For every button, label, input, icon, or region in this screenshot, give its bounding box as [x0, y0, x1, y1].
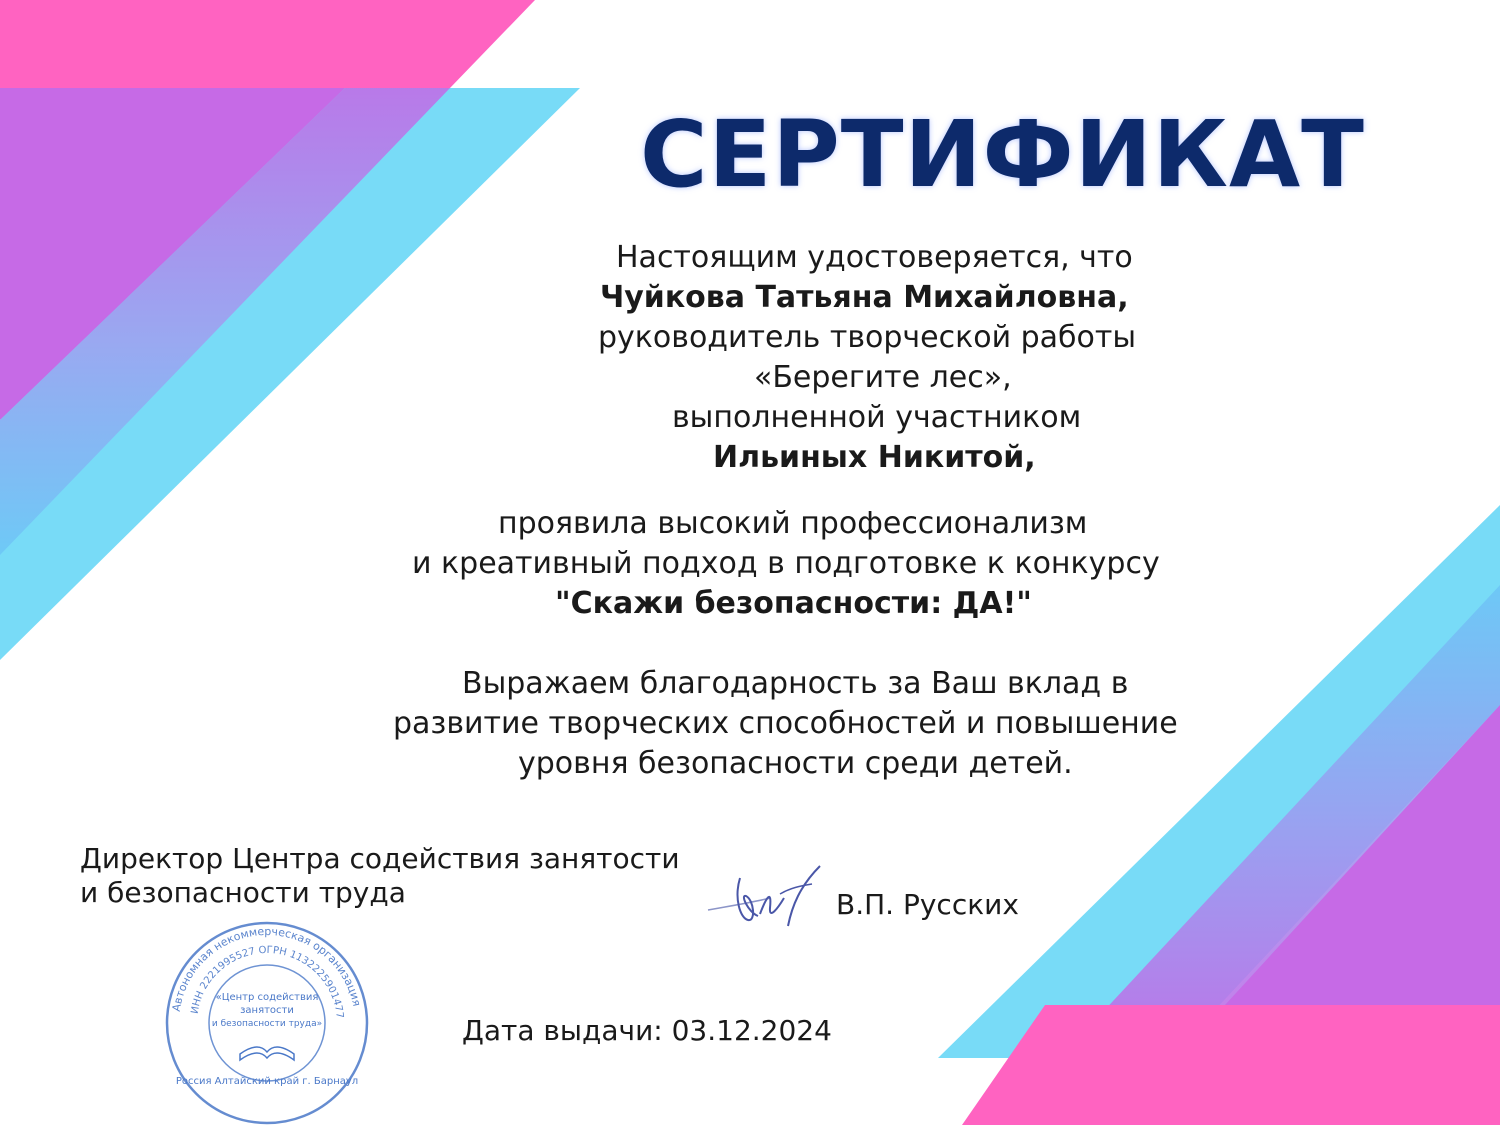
achievement-text: проявила высокий профессионализм	[498, 506, 1088, 541]
intro-text: Настоящим удостоверяется, что	[616, 240, 1133, 275]
svg-text:Автономная некоммерческая орга: Автономная некоммерческая организация	[169, 924, 364, 1013]
participant-name: Ильиных Никитой,	[713, 440, 1036, 475]
organization-stamp	[162, 918, 372, 1128]
director-name: В.П. Русских	[836, 888, 1019, 921]
svg-text:и безопасности труда»: и безопасности труда»	[211, 1019, 323, 1029]
svg-text:ИНН 2221995527 ОГРН 1132225901: ИНН 2221995527 ОГРН 1132225901477	[189, 944, 345, 1019]
recipient-name: Чуйкова Татьяна Михайловна,	[600, 280, 1129, 315]
contest-name: "Скажи безопасности: ДА!"	[555, 586, 1032, 621]
thanks-line-3: уровня безопасности среди детей.	[518, 746, 1073, 781]
certificate-title: СЕРТИФИКАТ	[640, 101, 1365, 208]
svg-text:занятости: занятости	[240, 1005, 294, 1016]
thanks-line-2: развитие творческих способностей и повышение	[393, 706, 1178, 741]
director-signature	[700, 858, 830, 938]
svg-text:Россия Алтайский край г. Барна: Россия Алтайский край г. Барнаул	[175, 1076, 359, 1087]
pink-stripe-bottom-right	[962, 1005, 1500, 1125]
svg-text:«Центр содействия: «Центр содействия	[215, 992, 319, 1003]
work-title: «Берегите лес»,	[754, 360, 1012, 395]
performed-by-text: выполненной участником	[672, 400, 1082, 435]
director-title-line-2: и безопасности труда	[80, 876, 406, 909]
recipient-role: руководитель творческой работы	[598, 320, 1137, 355]
approach-text: и креативный подход в подготовке к конкурсу	[412, 546, 1160, 581]
director-title-line-1: Директор Центра содействия занятости	[80, 842, 680, 875]
issue-date: Дата выдачи: 03.12.2024	[462, 1014, 832, 1047]
thanks-line-1: Выражаем благодарность за Ваш вклад в	[462, 666, 1129, 701]
pink-stripe-top-left	[0, 0, 535, 88]
